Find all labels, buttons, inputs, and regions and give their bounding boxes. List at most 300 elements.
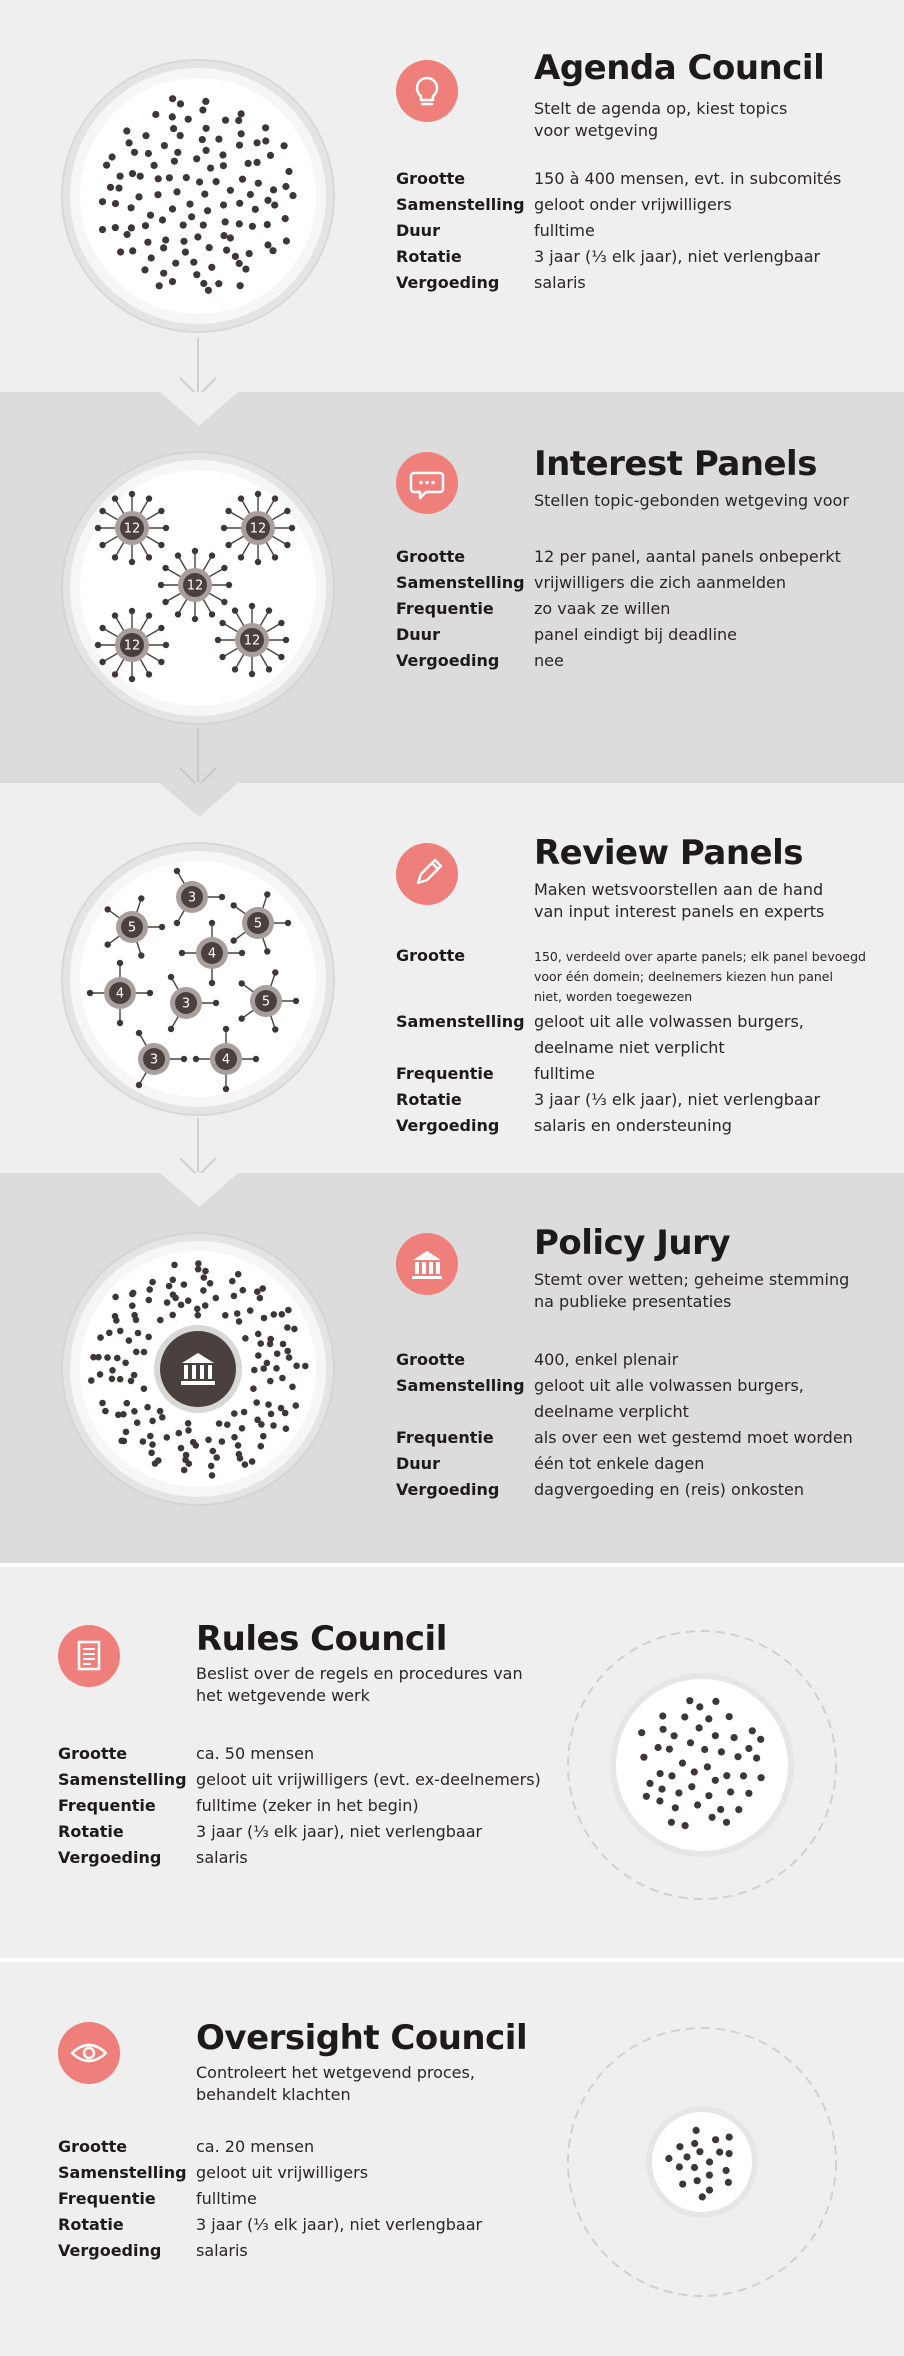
member-dot [95,525,101,531]
member-dot [706,2187,713,2194]
member-dot [712,1777,719,1784]
member-dot [122,1360,129,1367]
property-row: Grootte ca. 50 mensen [58,1744,315,1763]
member-dot [232,607,238,613]
member-dot [202,1268,209,1275]
member-dot [284,1324,291,1331]
member-dot [177,132,184,139]
property-row: Duur panel eindigt bij deadline [396,625,737,644]
member-dot [219,620,225,626]
section-review-panels [0,783,904,1173]
member-dot [109,1376,116,1383]
member-dot [289,192,296,199]
member-dot [180,238,187,245]
panel-size-label: 4 [221,1052,231,1068]
member-dot [260,1365,267,1372]
courthouse-disc [160,1331,236,1407]
member-dot [232,253,239,260]
member-dot [221,525,227,531]
member-dot [162,236,169,243]
member-dot [174,149,181,156]
member-dot [200,1287,207,1294]
member-dot [205,1437,212,1444]
member-dot [118,1438,125,1445]
member-dot [158,508,164,514]
member-dot [157,1408,164,1415]
member-dot [655,1744,662,1751]
member-dot [255,491,261,497]
member-dot [172,260,179,267]
panel-size-label: 5 [261,994,271,1010]
pencil-badge [396,843,458,905]
member-dot [144,239,151,246]
member-dot [112,224,119,231]
member-dot [162,565,168,571]
member-dot [668,1772,675,1779]
member-dot [223,1026,229,1032]
member-dot [109,1367,116,1374]
panel-size-label: 12 [123,638,141,654]
policy-jury-circle [60,1231,336,1507]
member-dot [221,565,227,571]
member-dot [158,659,164,665]
member-dot [123,1429,130,1436]
member-dot [717,1806,724,1813]
subtitle-line: Stemt over wetten; geheime stemming [534,1270,850,1289]
member-dot [162,599,168,605]
member-dot [735,1806,742,1813]
member-dot [194,1306,201,1313]
member-dot [146,554,152,560]
member-dot [169,278,176,285]
member-dot [220,232,227,239]
speech-bubble-badge [396,452,458,514]
member-dot [124,231,131,238]
member-dot [213,1295,220,1302]
member-dot [240,1287,247,1294]
member-dot [220,162,227,169]
section-title: Oversight Council [196,2018,528,2058]
member-dot [293,1402,300,1409]
member-dot [202,98,209,105]
review-panels-circle [60,841,336,1117]
property-list [396,544,841,674]
member-dot [239,980,245,986]
member-dot [286,1354,293,1361]
panel-size-label: 4 [207,946,217,962]
subtitle-line: Beslist over de regels en procedures van [196,1664,523,1683]
member-dot [204,207,211,214]
member-dot [242,266,249,273]
member-dot [219,654,225,660]
member-dot [159,1414,166,1421]
property-row: Rotatie 3 jaar (⅓ elk jaar), niet verlengbaar [58,2215,483,2234]
member-dot [149,1441,156,1448]
panel-size-label: 5 [127,920,137,936]
property-row: Samenstelling geloot uit alle volwassen burgers, deelname verplicht [396,1376,804,1421]
member-dot [141,1385,148,1392]
interest-panels-circle [60,450,336,726]
member-dot [148,254,155,261]
member-dot [99,542,105,548]
member-dot [136,1082,142,1088]
member-dot [693,2127,700,2134]
panel-size-label: 3 [149,1052,159,1068]
member-dot [672,1804,679,1811]
member-dot [232,666,238,672]
member-dot [194,233,201,240]
property-row: Grootte 400, enkel plenair [396,1350,679,1369]
policy-jury-diagram [60,1231,336,1507]
member-dot [97,1334,104,1341]
member-dot [131,1312,138,1319]
member-dot [249,223,256,230]
member-dot [679,2181,686,2188]
lightbulb-icon [396,60,458,122]
member-dot [285,920,291,926]
property-row: Vergoeding salaris [58,1848,248,1867]
member-dot [282,215,289,222]
member-dot [283,637,289,643]
member-dot [278,620,284,626]
member-dot [222,1312,229,1319]
member-dot [99,226,106,233]
member-dot [105,941,111,947]
member-dot [264,891,270,897]
member-dot [215,136,222,143]
member-dot [200,280,207,287]
member-dot [226,582,232,588]
member-dot [284,508,290,514]
member-dot [235,1442,242,1449]
member-dot [142,132,149,139]
member-dot [238,130,245,137]
member-dot [753,1755,760,1762]
subtitle-line: Maken wetsvoorstellen aan de hand [534,880,824,899]
member-dot [242,1461,249,1468]
member-dot [255,180,262,187]
member-dot [112,1313,119,1320]
member-dot [734,1753,741,1760]
member-dot [704,1763,711,1770]
member-dot [166,1283,173,1290]
member-dot [293,998,299,1004]
member-dot [171,158,178,165]
member-dot [179,950,185,956]
member-dot [193,1442,200,1449]
member-dot [247,191,254,198]
property-row: Vergoeding salaris [396,273,586,292]
member-dot [209,552,215,558]
member-dot [266,666,272,672]
member-dot [102,1408,109,1415]
member-dot [231,1410,238,1417]
member-dot [249,603,255,609]
member-dot [141,1349,148,1356]
member-dot [145,150,152,157]
property-row: Vergoeding nee [396,651,564,670]
member-dot [272,969,278,975]
property-row: Samenstelling geloot uit vrijwilligers [58,2163,369,2182]
section-subtitle [196,1663,523,1707]
member-dot [185,1420,192,1427]
member-dot [151,162,158,169]
member-dot [105,906,111,912]
member-dot [117,1376,124,1383]
member-dot [129,170,136,177]
member-dot [205,287,212,294]
panel-size-label: 3 [187,890,197,906]
section-title: Rules Council [196,1619,447,1659]
member-dot [117,1020,123,1026]
member-dot [203,147,210,154]
member-dot [99,1400,106,1407]
member-dot [227,234,234,241]
member-dot [193,155,200,162]
member-dot [225,542,231,548]
rules-council-diagram [564,1627,840,1903]
member-dot [225,508,231,514]
member-dot [163,525,169,531]
member-dot [185,116,192,123]
member-dot [213,1000,219,1006]
subtitle-line: voor wetgeving [534,121,659,140]
flow-arrow [158,728,238,764]
member-dot [181,1281,188,1288]
member-dot [117,173,124,180]
member-dot [272,495,278,501]
member-dot [185,1427,192,1434]
member-dot [696,1724,703,1731]
member-dot [169,205,176,212]
member-dot [257,1340,264,1347]
member-dot [146,671,152,677]
member-dot [749,1727,756,1734]
member-dot [671,1732,678,1739]
member-dot [169,113,176,120]
pencil-icon [396,843,458,905]
member-dot [180,222,187,229]
member-dot [257,1295,264,1302]
member-dot [106,1330,113,1337]
member-dot [758,1774,765,1781]
member-dot [182,249,189,256]
member-dot [173,188,180,195]
member-dot [128,1378,135,1385]
member-dot [712,1732,719,1739]
member-dot [687,1739,694,1746]
member-dot [264,241,271,248]
member-dot [170,125,177,132]
member-dot [201,191,208,198]
courthouse-badge [396,1233,458,1295]
panel-size-label: 12 [243,633,261,649]
member-dot [283,237,290,244]
member-dot [175,552,181,558]
member-dot [95,642,101,648]
member-dot [146,495,152,501]
member-dot [241,1409,248,1416]
member-dot [271,202,278,209]
member-dot [146,612,152,618]
property-row: Frequentie fulltime [58,2189,257,2208]
member-dot [265,1401,272,1408]
member-dot [99,198,106,205]
member-dot [199,136,206,143]
member-dot [236,142,243,149]
member-dot [706,2158,713,2165]
member-dot [103,162,110,169]
member-dot [238,110,245,117]
subtitle-line: Controleert het wetgevend proces, [196,2063,475,2082]
member-dot [725,2179,732,2186]
member-dot [224,1421,231,1428]
member-dot [208,1463,215,1470]
section-notch [0,783,904,823]
member-dot [131,149,138,156]
member-dot [267,1378,274,1385]
member-dot [213,1454,220,1461]
member-dot [170,1277,177,1284]
member-dot [200,222,207,229]
member-dot [193,1056,199,1062]
member-dot [215,280,222,287]
member-dot [130,1290,137,1297]
member-dot [216,1420,223,1427]
property-row: Frequentie zo vaak ze willen [396,599,671,618]
member-dot [255,559,261,565]
member-dot [249,671,255,677]
member-dot [293,1363,300,1370]
member-dot [726,2150,733,2157]
member-dot [271,1311,278,1318]
member-dot [255,1331,262,1338]
member-dot [269,247,276,254]
member-dot [235,1271,242,1278]
subtitle-line: Stellen topic-gebonden wetgeving voor [534,491,849,510]
member-dot [168,1026,174,1032]
property-list [396,1347,853,1503]
member-dot [128,204,135,211]
member-dot [147,212,154,219]
member-dot [231,937,237,943]
member-dot [727,1788,734,1795]
member-dot [239,950,245,956]
member-dot [129,247,136,254]
member-dot [264,197,271,204]
member-dot [723,2167,730,2174]
member-dot [259,1285,266,1292]
member-dot [156,282,163,289]
member-dot [745,1745,752,1752]
subtitle-line: behandelt klachten [196,2085,351,2104]
member-dot [201,1274,208,1281]
member-dot [206,244,213,251]
member-dot [284,542,290,548]
member-dot [104,1354,111,1361]
member-dot [699,2193,706,2200]
member-dot [109,153,116,160]
member-dot [237,1455,244,1462]
member-dot [202,1302,209,1309]
panel-size-label: 12 [186,578,204,594]
section-oversight-council [0,1962,904,2356]
property-row: Grootte ca. 20 mensen [58,2137,315,2156]
member-dot [274,1350,281,1357]
member-dot [666,1746,673,1753]
member-dot [149,1279,156,1286]
member-dot [676,2143,683,2150]
member-dot [112,495,118,501]
section-title: Interest Panels [534,444,817,484]
member-dot [112,1294,119,1301]
member-dot [281,142,288,149]
property-row: Grootte 150 à 400 mensen, evt. in subcomités [396,169,842,188]
member-dot [249,1458,256,1465]
member-dot [253,1399,260,1406]
member-dot [155,175,162,182]
member-dot [181,1467,188,1474]
member-dot [169,1312,176,1319]
member-dot [238,495,244,501]
section-subtitle [534,1269,849,1313]
section-subtitle [196,2062,475,2106]
subtitle-line: Stelt de agenda op, kiest topics [534,99,788,118]
property-row: Vergoeding salaris en ondersteuning [396,1116,732,1135]
member-dot [262,137,269,144]
property-list [396,943,866,1139]
member-dot [679,1760,686,1767]
member-dot [146,1286,153,1293]
member-dot [238,554,244,560]
member-dot [258,1421,265,1428]
member-dot [170,1291,177,1298]
section-rules-council [0,1567,904,1958]
member-dot [169,95,176,102]
member-dot [90,1354,97,1361]
member-dot [716,2149,723,2156]
member-dot [694,1801,701,1808]
member-dot [129,608,135,614]
section-notch [0,392,904,432]
section-policy-jury [0,1173,904,1563]
member-dot [267,1336,274,1343]
member-dot [289,1384,296,1391]
section-notch [0,1173,904,1213]
member-dot [99,508,105,514]
property-row: Rotatie 3 jaar (⅓ elk jaar), niet verlengbaar [396,1090,821,1109]
section-title: Agenda Council [534,48,825,88]
member-dot [231,1293,238,1300]
member-dot [242,1335,249,1342]
section-interest-panels [0,392,904,783]
member-dot [195,1260,202,1267]
member-dot [171,1262,178,1269]
member-dot [221,599,227,605]
property-row: Vergoeding salaris [58,2241,248,2260]
lightbulb-badge [396,60,458,122]
member-dot [192,548,198,554]
member-dot [252,206,259,213]
member-dot [174,868,180,874]
member-dot [215,637,221,643]
member-dot [285,1307,292,1314]
member-dot [705,1792,712,1799]
agenda-council-circle [60,58,336,334]
member-dot [164,1299,171,1306]
member-dot [264,948,270,954]
member-dot [208,264,215,271]
